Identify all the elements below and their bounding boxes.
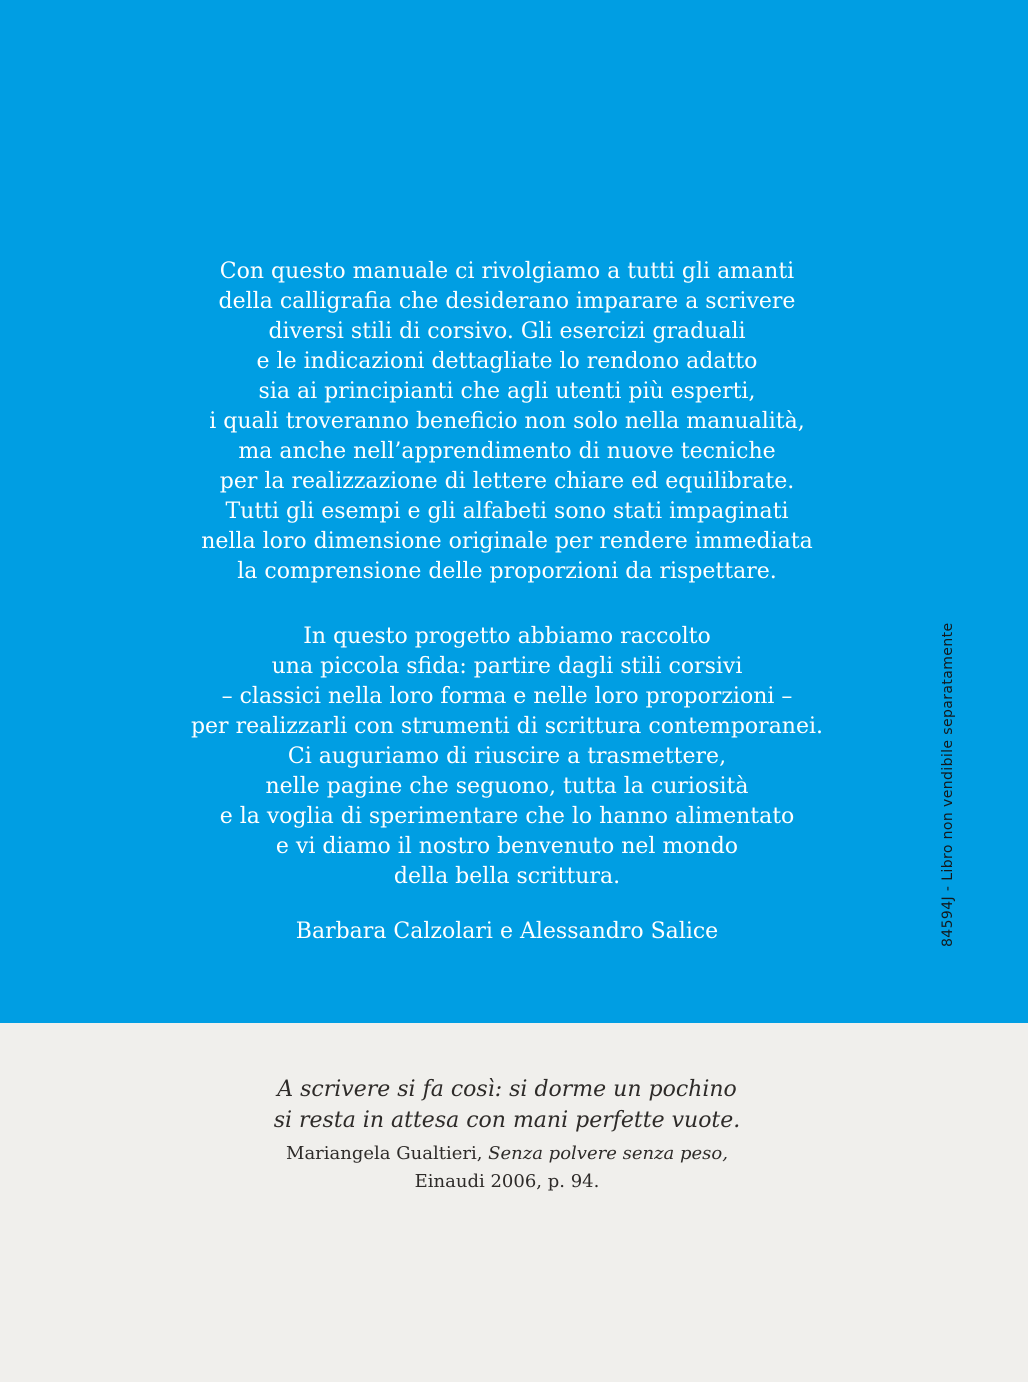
blurb-line: sia ai principianti che agli utenti più esperti, xyxy=(258,379,756,404)
blurb-line: Tutti gli esempi e gli alfabeti sono stati impaginati xyxy=(225,499,789,524)
blurb-line: della bella scrittura. xyxy=(393,864,621,889)
blurb-line: diversi stili di corsivo. Gli esercizi graduali xyxy=(268,319,746,344)
epigraph-line-1: A scrivere si fa così: si dorme un pochino xyxy=(277,1077,737,1102)
blurb-line: ma anche nell’apprendimento di nuove tecniche xyxy=(238,439,776,464)
blurb-line: Ci auguriamo di riuscire a trasmettere, xyxy=(287,744,727,769)
blurb-line: per la realizzazione di lettere chiare ed equilibrate. xyxy=(219,469,795,494)
epigraph-work-title: Senza polvere senza peso, xyxy=(488,1143,728,1164)
blurb-paragraph-2 xyxy=(0,622,1014,892)
epigraph-line-2: si resta in attesa con mani perfette vuote. xyxy=(273,1108,741,1133)
blurb-paragraph-1 xyxy=(0,257,1014,587)
authors-line: Barbara Calzolari e Alessandro Salice xyxy=(295,919,719,944)
blurb-line: la comprensione delle proporzioni da rispettare. xyxy=(237,559,777,584)
epigraph-publisher: Einaudi 2006, p. 94. xyxy=(414,1171,600,1192)
blurb-line: per realizzarli con strumenti di scrittura contemporanei. xyxy=(190,714,824,739)
epigraph-attribution xyxy=(0,1140,1014,1168)
blurb-line: nella loro dimensione originale per rendere immediata xyxy=(201,529,813,554)
blurb-line: della calligrafia che desiderano imparare a scrivere xyxy=(218,289,796,314)
epigraph-author: Mariangela Gualtieri, xyxy=(286,1143,489,1164)
paper-colophon-panel xyxy=(0,1023,1028,1382)
blurb-line: e la voglia di sperimentare che lo hanno alimentato xyxy=(219,804,795,829)
epigraph-quote xyxy=(0,1023,1028,1196)
blurb-line: Con questo manuale ci rivolgiamo a tutti gli amanti xyxy=(219,259,795,284)
blurb-line: nelle pagine che seguono, tutta la curiosità xyxy=(265,774,749,799)
blurb-line: In questo progetto abbiamo raccolto xyxy=(303,624,711,649)
blurb-line: i quali troveranno beneficio non solo nella manualità, xyxy=(209,409,805,434)
blurb-text xyxy=(0,257,1014,947)
blurb-line: una piccola sfida: partire dagli stili corsivi xyxy=(271,654,743,679)
edition-code-vertical-label: 84594J - Libro non vendibile separatamente xyxy=(940,622,956,947)
blurb-line: e vi diamo il nostro benvenuto nel mondo xyxy=(275,834,739,859)
blurb-line: e le indicazioni dettagliate lo rendono adatto xyxy=(256,349,758,374)
blurb-line: – classici nella loro forma e nelle loro proporzioni – xyxy=(221,684,793,709)
